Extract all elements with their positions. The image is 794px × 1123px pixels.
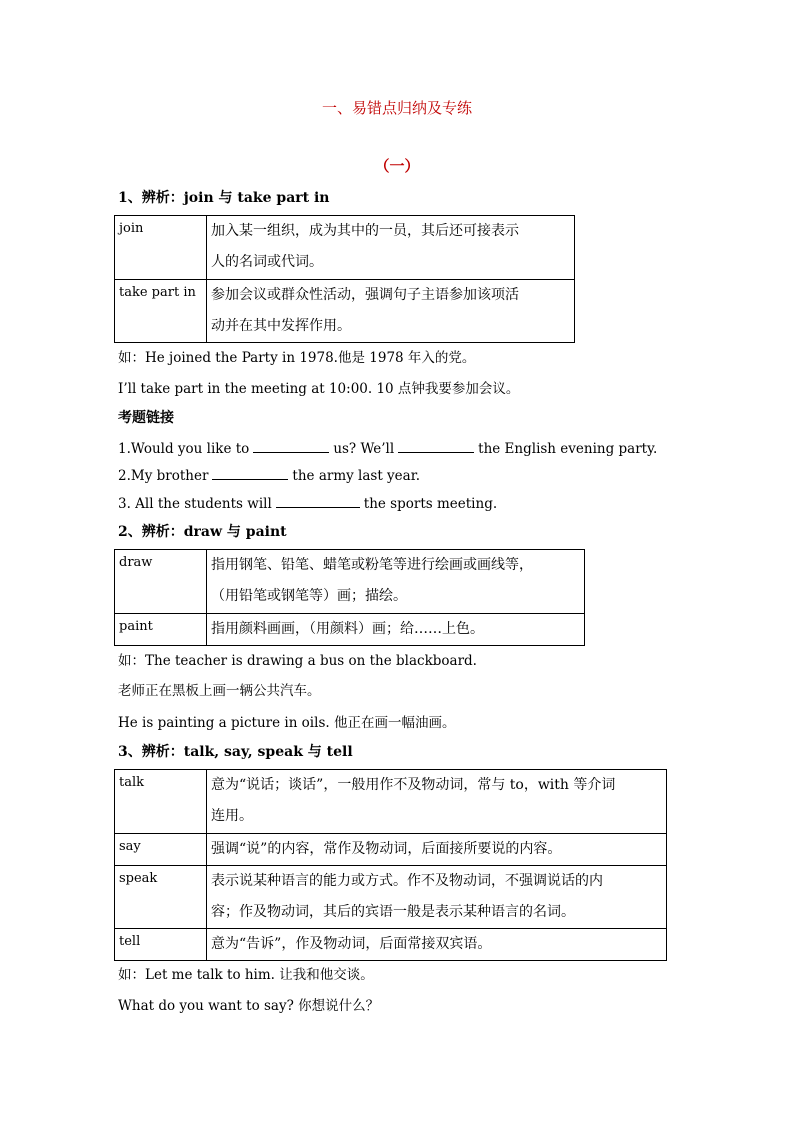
term-cell: tell bbox=[115, 929, 207, 961]
definition-line: 容；作及物动词，其后的宾语一般是表示某种语言的名词。 bbox=[211, 904, 575, 920]
term-cell: take part in bbox=[115, 280, 207, 343]
definition-line: 动并在其中发挥作用。 bbox=[211, 318, 351, 334]
table-row bbox=[115, 216, 575, 280]
exercise-text: the army last year. bbox=[292, 468, 420, 484]
example-line: 如：The teacher is drawing a bus on the blackboard. bbox=[118, 653, 477, 669]
exercise-text: 1.Would you like to bbox=[118, 441, 250, 457]
table-row bbox=[115, 550, 585, 614]
term-cell: join bbox=[115, 216, 207, 280]
exercise-3 bbox=[118, 494, 497, 512]
table-row bbox=[115, 834, 667, 866]
example-line: He is painting a picture in oils. 他正在画一幅油画。 bbox=[118, 715, 456, 731]
definition-cell bbox=[207, 929, 667, 961]
table-row bbox=[115, 280, 575, 343]
table-row bbox=[115, 614, 585, 646]
definition-cell bbox=[207, 770, 667, 834]
definition-line: 加入某一组织，成为其中的一员，其后还可接表示 bbox=[211, 223, 519, 239]
definition-cell bbox=[207, 550, 585, 614]
definition-line: 连用。 bbox=[211, 808, 253, 824]
section2-table bbox=[114, 549, 585, 646]
example-line: 如：Let me talk to him. 让我和他交谈。 bbox=[118, 967, 374, 983]
exercise-text: the English evening party. bbox=[478, 441, 658, 457]
example-line: What do you want to say? 你想说什么？ bbox=[118, 998, 380, 1014]
section1-table bbox=[114, 215, 575, 343]
exercise-text: us? We’ll bbox=[333, 441, 395, 457]
definition-cell bbox=[207, 866, 667, 929]
definition-line: 强调“说”的内容，常作及物动词，后面接所要说的内容。 bbox=[211, 841, 562, 857]
exam-link-heading: 考题链接 bbox=[118, 410, 174, 426]
example-line: 老师正在黑板上画一辆公共汽车。 bbox=[118, 683, 321, 699]
exercise-text: 2.My brother bbox=[118, 468, 209, 484]
page-subtitle: （一） bbox=[374, 157, 420, 175]
term-cell: speak bbox=[115, 866, 207, 929]
section3-heading: 3、辨析：talk, say, speak 与 tell bbox=[118, 744, 353, 760]
exercise-2 bbox=[118, 466, 420, 484]
definition-line: 人的名词或代词。 bbox=[211, 254, 323, 270]
definition-line: 参加会议或群众性活动，强调句子主语参加该项活 bbox=[211, 287, 519, 303]
example-line: I’ll take part in the meeting at 10:00. 10 点钟我要参加会议。 bbox=[118, 381, 520, 397]
answer-blank[interactable] bbox=[276, 494, 360, 508]
answer-blank[interactable] bbox=[212, 466, 288, 480]
table-row bbox=[115, 770, 667, 834]
definition-line: 表示说某种语言的能力或方式。作不及物动词，不强调说话的内 bbox=[211, 873, 603, 889]
table-row bbox=[115, 866, 667, 929]
definition-cell bbox=[207, 280, 575, 343]
term-cell: say bbox=[115, 834, 207, 866]
definition-line: 意为“告诉”，作及物动词，后面常接双宾语。 bbox=[211, 936, 492, 952]
term-cell: paint bbox=[115, 614, 207, 646]
example-line: 如：He joined the Party in 1978.他是 1978 年入的党。 bbox=[118, 350, 476, 366]
definition-line: 指用钢笔、铅笔、蜡笔或粉笔等进行绘画或画线等， bbox=[211, 557, 533, 573]
definition-line: （用铅笔或钢笔等）画；描绘。 bbox=[211, 588, 407, 604]
definition-cell bbox=[207, 216, 575, 280]
term-cell: talk bbox=[115, 770, 207, 834]
definition-cell bbox=[207, 614, 585, 646]
section3-table bbox=[114, 769, 667, 961]
definition-line: 指用颜料画画，（用颜料）画；给……上色。 bbox=[211, 621, 484, 637]
page-title: 一、易错点归纳及专练 bbox=[321, 99, 472, 117]
table-row bbox=[115, 929, 667, 961]
section1-heading: 1、辨析：join 与 take part in bbox=[118, 190, 330, 206]
section2-heading: 2、辨析：draw 与 paint bbox=[118, 524, 287, 540]
answer-blank[interactable] bbox=[253, 439, 329, 453]
term-cell: draw bbox=[115, 550, 207, 614]
exercise-1 bbox=[118, 439, 657, 457]
definition-line: 意为“说话；谈话”，一般用作不及物动词，常与 to，with 等介词 bbox=[211, 777, 616, 793]
exercise-text: the sports meeting. bbox=[363, 496, 498, 512]
definition-cell bbox=[207, 834, 667, 866]
answer-blank[interactable] bbox=[398, 439, 474, 453]
exercise-text: 3. All the students will bbox=[118, 496, 272, 512]
